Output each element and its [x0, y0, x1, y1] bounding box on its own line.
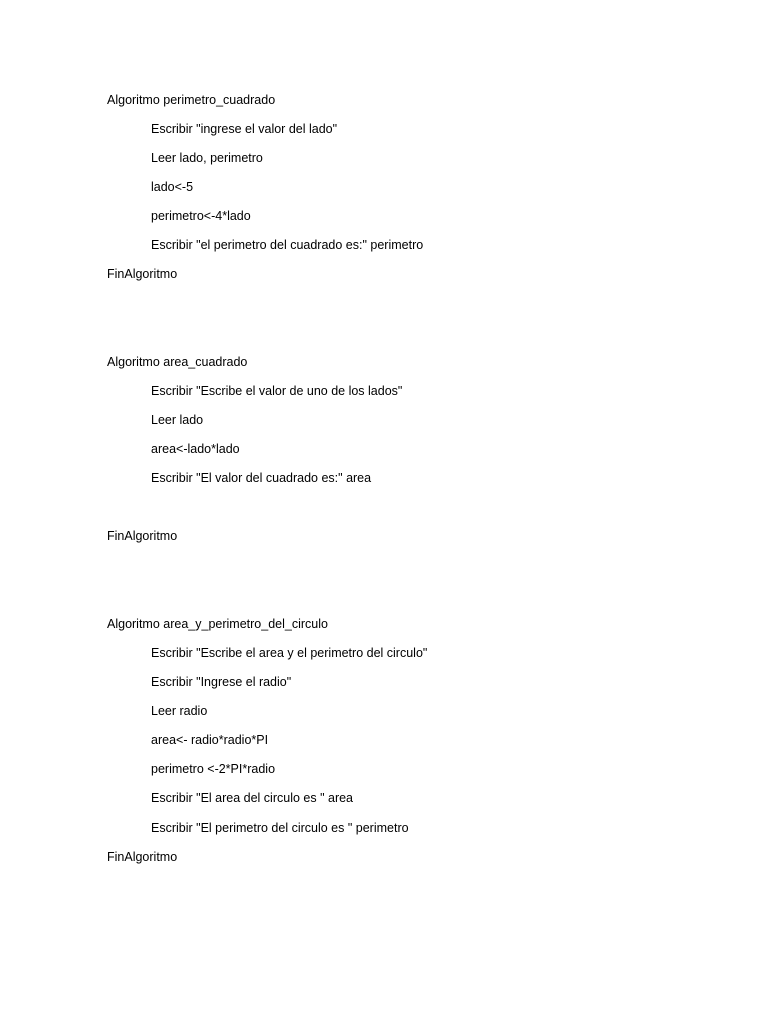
- algorithm-end: FinAlgoritmo: [107, 529, 178, 543]
- algorithm-end: FinAlgoritmo: [107, 267, 178, 281]
- code-line: Escribir "El valor del cuadrado es:" area: [151, 471, 372, 485]
- code-line: perimetro<-4*lado: [151, 209, 251, 223]
- code-line: Escribir "Escribe el valor de uno de los lados": [151, 384, 403, 398]
- algorithm-header: Algoritmo area_cuadrado: [107, 355, 248, 369]
- code-line: Escribir "Ingrese el radio": [151, 675, 292, 689]
- code-line: Leer lado: [151, 413, 204, 427]
- code-line: Escribir "El area del circulo es " area: [151, 791, 354, 805]
- code-line: lado<-5: [151, 180, 194, 194]
- algorithm-header: Algoritmo perimetro_cuadrado: [107, 93, 276, 107]
- code-line: Escribir "El perimetro del circulo es " perimetro: [151, 821, 409, 835]
- algorithm-header: Algoritmo area_y_perimetro_del_circulo: [107, 617, 328, 631]
- code-line: perimetro <-2*PI*radio: [151, 762, 276, 776]
- algorithm-end: FinAlgoritmo: [107, 850, 178, 864]
- code-line: Leer lado, perimetro: [151, 151, 263, 165]
- code-line: area<- radio*radio*PI: [151, 733, 269, 747]
- code-line: Escribir "el perimetro del cuadrado es:" perimetro: [151, 238, 424, 252]
- code-line: area<-lado*lado: [151, 442, 240, 456]
- code-line: Escribir "ingrese el valor del lado": [151, 122, 338, 136]
- code-line: Leer radio: [151, 704, 208, 718]
- code-line: Escribir "Escribe el area y el perimetro del circulo": [151, 646, 428, 660]
